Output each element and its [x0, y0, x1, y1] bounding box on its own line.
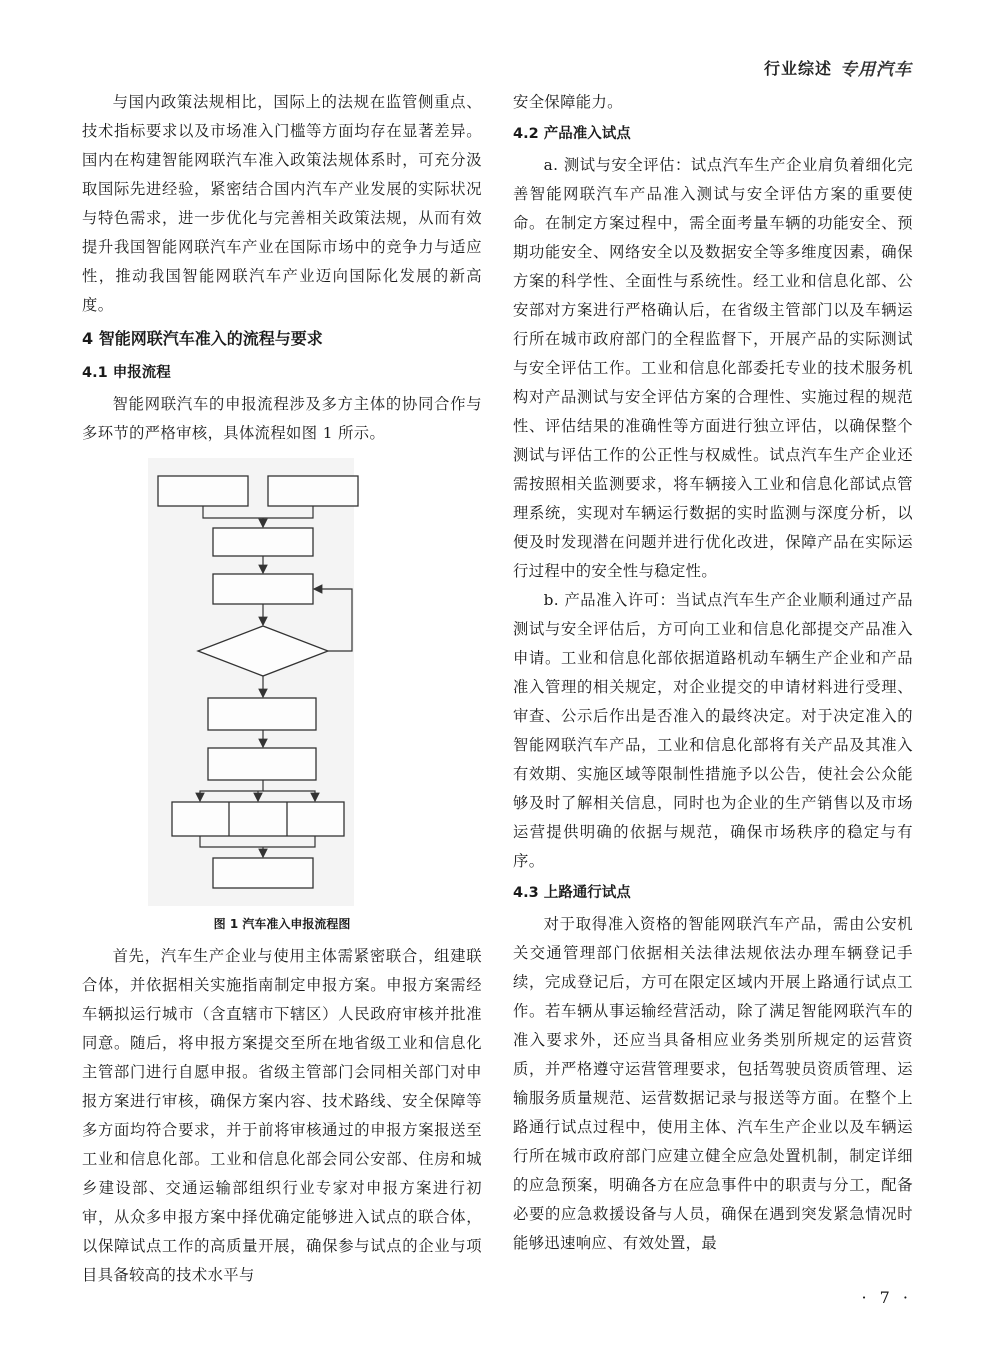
section-title: 行业综述 — [763, 59, 832, 78]
box-provincial-application — [208, 698, 316, 730]
box-provincial-review — [208, 748, 316, 780]
journal-logo: 专用汽车 — [840, 60, 912, 80]
section-heading-4-3: 4.3 上路通行试点 — [513, 885, 631, 901]
figure-caption: 图 1 汽车准入申报流程图 — [213, 917, 351, 931]
paragraph-road-pilot: 对于取得准入资格的智能网联汽车产品，需由公安机关交通管理部门依据相关法律法规依法办理车辆登记手续，完成登记后，方可在限定区域内开展上路通行试点工作。若车辆从事运输经营活动，除了满足智能网联汽车的准入要求外，还应当具备相应业务类别所规定的运营资质，并严格遵守运营管理要求，包括驾驶员资质管理、运输服务质量规范、运营数据记录与报送等方面。在整个上路通行试点过程中，使用主体、汽车生产企业以及车辆运行所在城市政府部门应建立健全应急处置机制，制定详细的应急预案，明确各方在应急事件中的职责与分工，配备必要的应急救援设备与人员，确保在遇到突发紧急情况时能够迅速响应、有效处置，最 — [513, 915, 913, 1252]
figure-background — [148, 458, 354, 906]
flowchart-figure — [82, 456, 482, 908]
page-number: · 7 · — [861, 1288, 912, 1307]
section-heading-4-1: 4.1 申报流程 — [82, 365, 171, 381]
paragraph-process-detail: 首先，汽车生产企业与使用主体需紧密联合，组建联合体，并依据相关实施指南制定申报方案。申报方案需经车辆拟运行城市（含直辖市下辖区）人民政府审核并批准同意。随后，将申报方案提交至所在地省级工业和信息化主管部门进行自愿申报。省级主管部门会同相关部门对申报方案进行审核，确保方案内容、技术路线、安全保障等多方面均符合要求，并于前将审核通过的申报方案报送至工业和信息化部。工业和信息化部会同公安部、住房和城乡建设部、交通运输部组织行业专家对申报方案进行初审，从众多申报方案中择优确定能够进入试点的联合体，以保障试点工作的高质量开展，确保参与试点的企业与项目具备较高的技术水平与 — [82, 947, 482, 1284]
paragraph-application-intro: 智能网联汽车的申报流程涉及多方主体的协同合作与多环节的严格审核，具体流程如图 1 所示。 — [82, 395, 482, 442]
section-heading-4-2: 4.2 产品准入试点 — [513, 126, 631, 142]
left-column — [82, 88, 482, 1290]
box-manufacturer — [158, 476, 248, 506]
section-heading-4: 4 智能网联汽车准入的流程与要求 — [82, 329, 323, 348]
box-consortium — [213, 528, 313, 556]
box-review-group — [172, 802, 344, 836]
paragraph-testing-evaluation: a. 测试与安全评估：试点汽车生产企业肩负着细化完善智能网联汽车产品准入测试与安全评估方案的重要使命。在制定方案过程中，需全面考量车辆的功能安全、预期功能安全、网络安全以及数据安全等多维度因素，确保方案的科学性、全面性与系统性。经工业和信息化部、公安部对方案进行严格确认后，在省级主管部门以及车辆运行所在城市政府部门的全程监督下，开展产品的实际测试与安全评估工作。工业和信息化部委托专业的技术服务机构对产品测试与安全评估方案的合理性、实施过程的规范性、评估结果的准确性等方面进行独立评估，以确保整个测试与评估工作的公正性与权威性。试点汽车生产企业还需按照相关监测要求，将车辆接入工业和信息化部试点管理系统，实现对车辆运行数据的实时监测与深度分析，以便及时发现潜在问题并进行优化改进，保障产品在实际运行过程中的安全性与稳定性。 — [513, 156, 913, 580]
box-expert-review — [213, 858, 313, 888]
running-header — [764, 55, 912, 80]
flowchart-svg — [82, 456, 482, 908]
box-declaration-plan — [213, 574, 313, 604]
paragraph-access-permit: b. 产品准入许可：当试点汽车生产企业顺利通过产品测试与安全评估后，方可向工业和信息化部提交产品准入申请。工业和信息化部依据道路机动车辆生产企业和产品准入管理的相关规定，对企业提交的申请材料进行受理、审查、公示后作出是否准入的最终决定。对于决定准入的智能网联汽车产品，工业和信息化部将有关产品及其准入有效期、实施区域等限制性措施予以公告，使社会公众能够及时了解相关信息，同时也为企业的生产销售以及市场运营提供明确的依据与规范，确保市场秩序的稳定与有序。 — [513, 591, 913, 870]
box-user-entity — [268, 476, 358, 506]
paragraph-intl-regulations: 与国内政策法规相比，国际上的法规在监管侧重点、技术指标要求以及市场准入门槛等方面均存在显著差异。国内在构建智能网联汽车准入政策法规体系时，可充分汲取国际先进经验，紧密结合国内汽车产业发展的实际状况与特色需求，进一步优化与完善相关政策法规，从而有效提升我国智能网联汽车产业在国际市场中的竞争力与适应性，推动我国智能网联汽车产业迈向国际化发展的新高度。 — [82, 93, 482, 314]
paragraph-continuation: 安全保障能力。 — [513, 93, 623, 111]
right-column — [513, 88, 913, 1258]
